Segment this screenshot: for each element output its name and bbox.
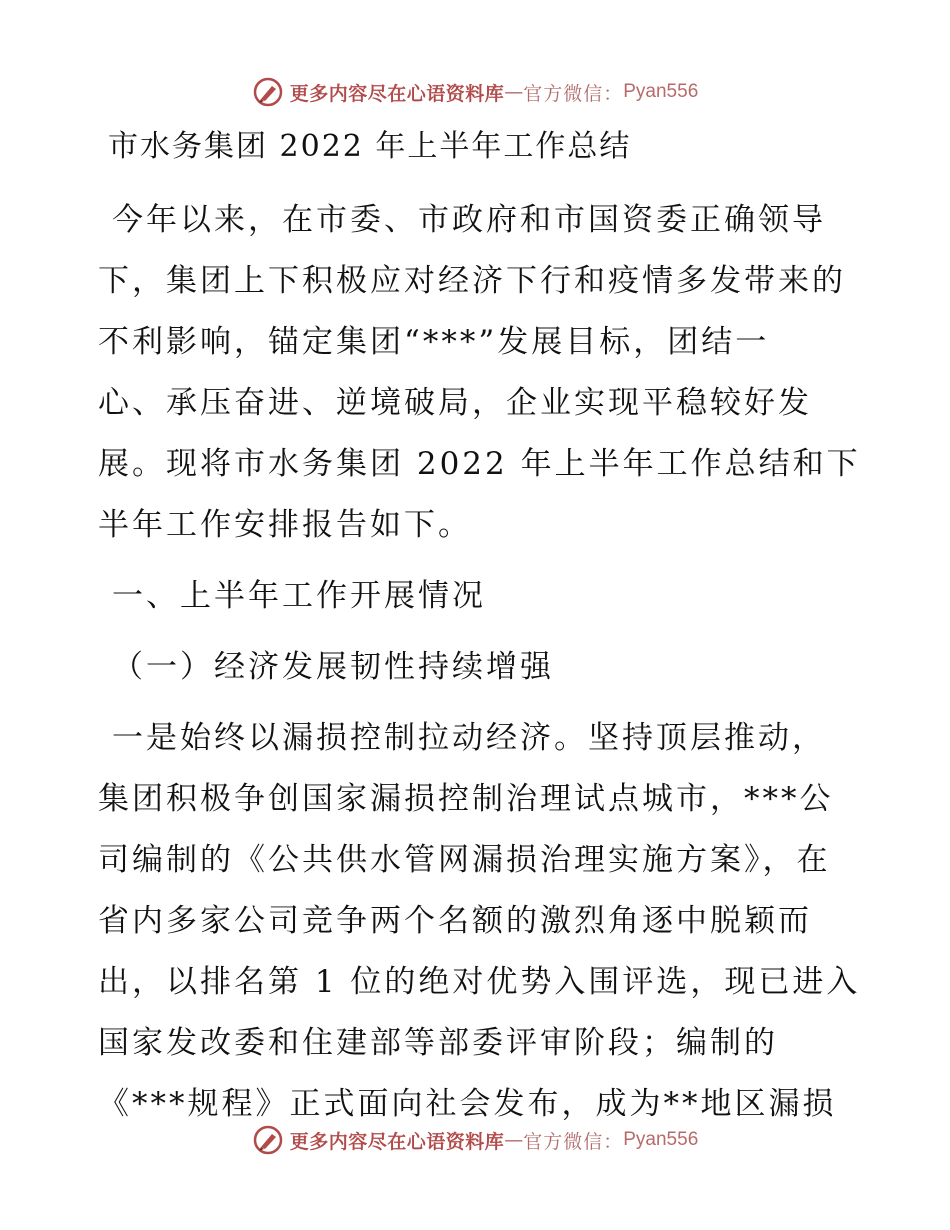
subsection-heading: （一）经济发展韧性持续增强 [112,649,554,685]
watermark-wechat-id: Pyan556 [623,81,699,102]
section-heading: 一、上半年工作开展情况 [112,578,486,614]
paragraph-line: 出，以排名第 1 位的绝对优势入围评选，现已进入 [98,964,861,1000]
pen-logo-icon [252,1124,284,1156]
watermark-wechat-id: Pyan556 [623,1129,699,1150]
paragraph-line: 心、承压奋进、逆境破局，企业实现平稳较好发 [98,385,812,421]
paragraph-line: 下，集团上下积极应对经济下行和疫情多发带来的 [98,263,846,299]
paragraph-line: 展。现将市水务集团 2022 年上半年工作总结和下 [98,446,861,482]
watermark-separator: — [504,81,524,103]
body-paragraph [98,708,861,1135]
pen-logo-icon [252,76,284,108]
paragraph-line: 不利影响，锚定集团“***”发展目标，团结一 [98,324,770,360]
document-title: 市水务集团 2022 年上半年工作总结 [108,129,632,164]
paragraph-line: 国家发改委和住建部等部委评审阶段；编制的 [98,1025,778,1061]
intro-paragraph [98,190,861,556]
watermark-footer [0,1120,950,1160]
watermark-main-text: 更多内容尽在心语资料库 [289,1130,505,1153]
paragraph-line: 今年以来，在市委、市政府和市国资委正确领导 [112,202,826,238]
paragraph-line: 《***规程》正式面向社会发布，成为**地区漏损 [98,1086,837,1122]
paragraph-line: 司编制的《公共供水管网漏损治理实施方案》，在 [98,842,831,878]
paragraph-line: 一是始终以漏损控制拉动经济。坚持顶层推动， [112,720,826,756]
document-body [98,118,861,1135]
watermark-main-text: 更多内容尽在心语资料库 [289,82,505,105]
watermark-header [0,72,950,112]
paragraph-line: 省内多家公司竞争两个名额的激烈角逐中脱颖而 [98,903,812,939]
paragraph-line: 集团积极争创国家漏损控制治理试点城市，***公 [98,781,834,817]
watermark-wechat-label: 官方微信： [523,82,624,105]
watermark-separator: — [504,1129,524,1151]
watermark-wechat-label: 官方微信： [523,1130,624,1153]
paragraph-line: 半年工作安排报告如下。 [98,507,472,543]
